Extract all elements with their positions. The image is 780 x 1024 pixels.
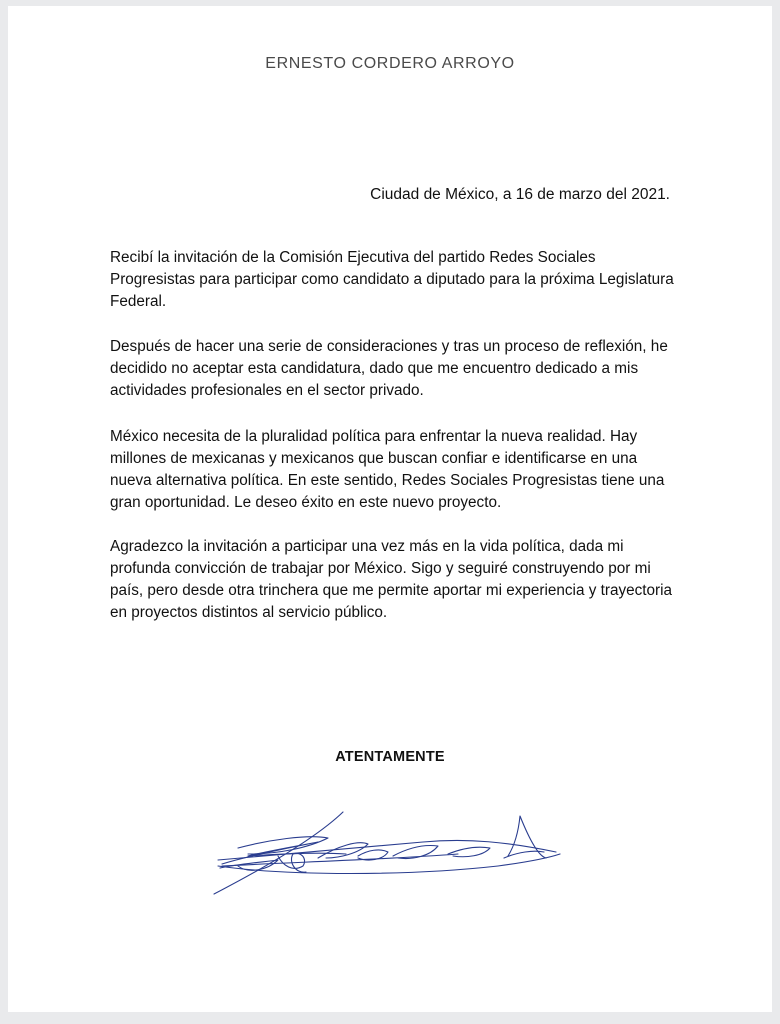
paragraph-invitation: Recibí la invitación de la Comisión Ejecutiva del partido Redes Sociales Progresistas para participar como candidato a diputado para la próxima Legislatura Federal. bbox=[110, 249, 674, 310]
signature-image bbox=[208, 796, 578, 906]
closing-salutation: ATENTAMENTE bbox=[335, 749, 445, 765]
paragraph-gratitude: Agradezco la invitación a participar una vez más en la vida política, dada mi profunda convicción de trabajar por México. Sigo y seguiré construyendo por mi país, pero desde otra trinchera que me permite aportar mi experiencia y trayectoria en proyectos distintos al servicio público. bbox=[110, 538, 673, 621]
paragraph-decision: Después de hacer una serie de consideraciones y tras un proceso de reflexión, he decidido no aceptar esta candidatura, dado que me encuentro dedicado a mis actividades profesionales en el sector privado. bbox=[110, 338, 668, 399]
letterhead-name: ERNESTO CORDERO ARROYO bbox=[265, 55, 515, 72]
date-line: Ciudad de México, a 16 de marzo del 2021. bbox=[370, 186, 670, 203]
paragraph-plurality: México necesita de la pluralidad política para enfrentar la nueva realidad. Hay millones de mexicanas y mexicanos que buscan confiar e identificarse en una nueva alternativa política. En este sentido, Redes Sociales Progresistas tiene una gran oportunidad. Le deseo éxito en este nuevo proyecto. bbox=[110, 428, 665, 511]
signature-strokes bbox=[214, 812, 560, 894]
letter-page bbox=[8, 6, 772, 1012]
